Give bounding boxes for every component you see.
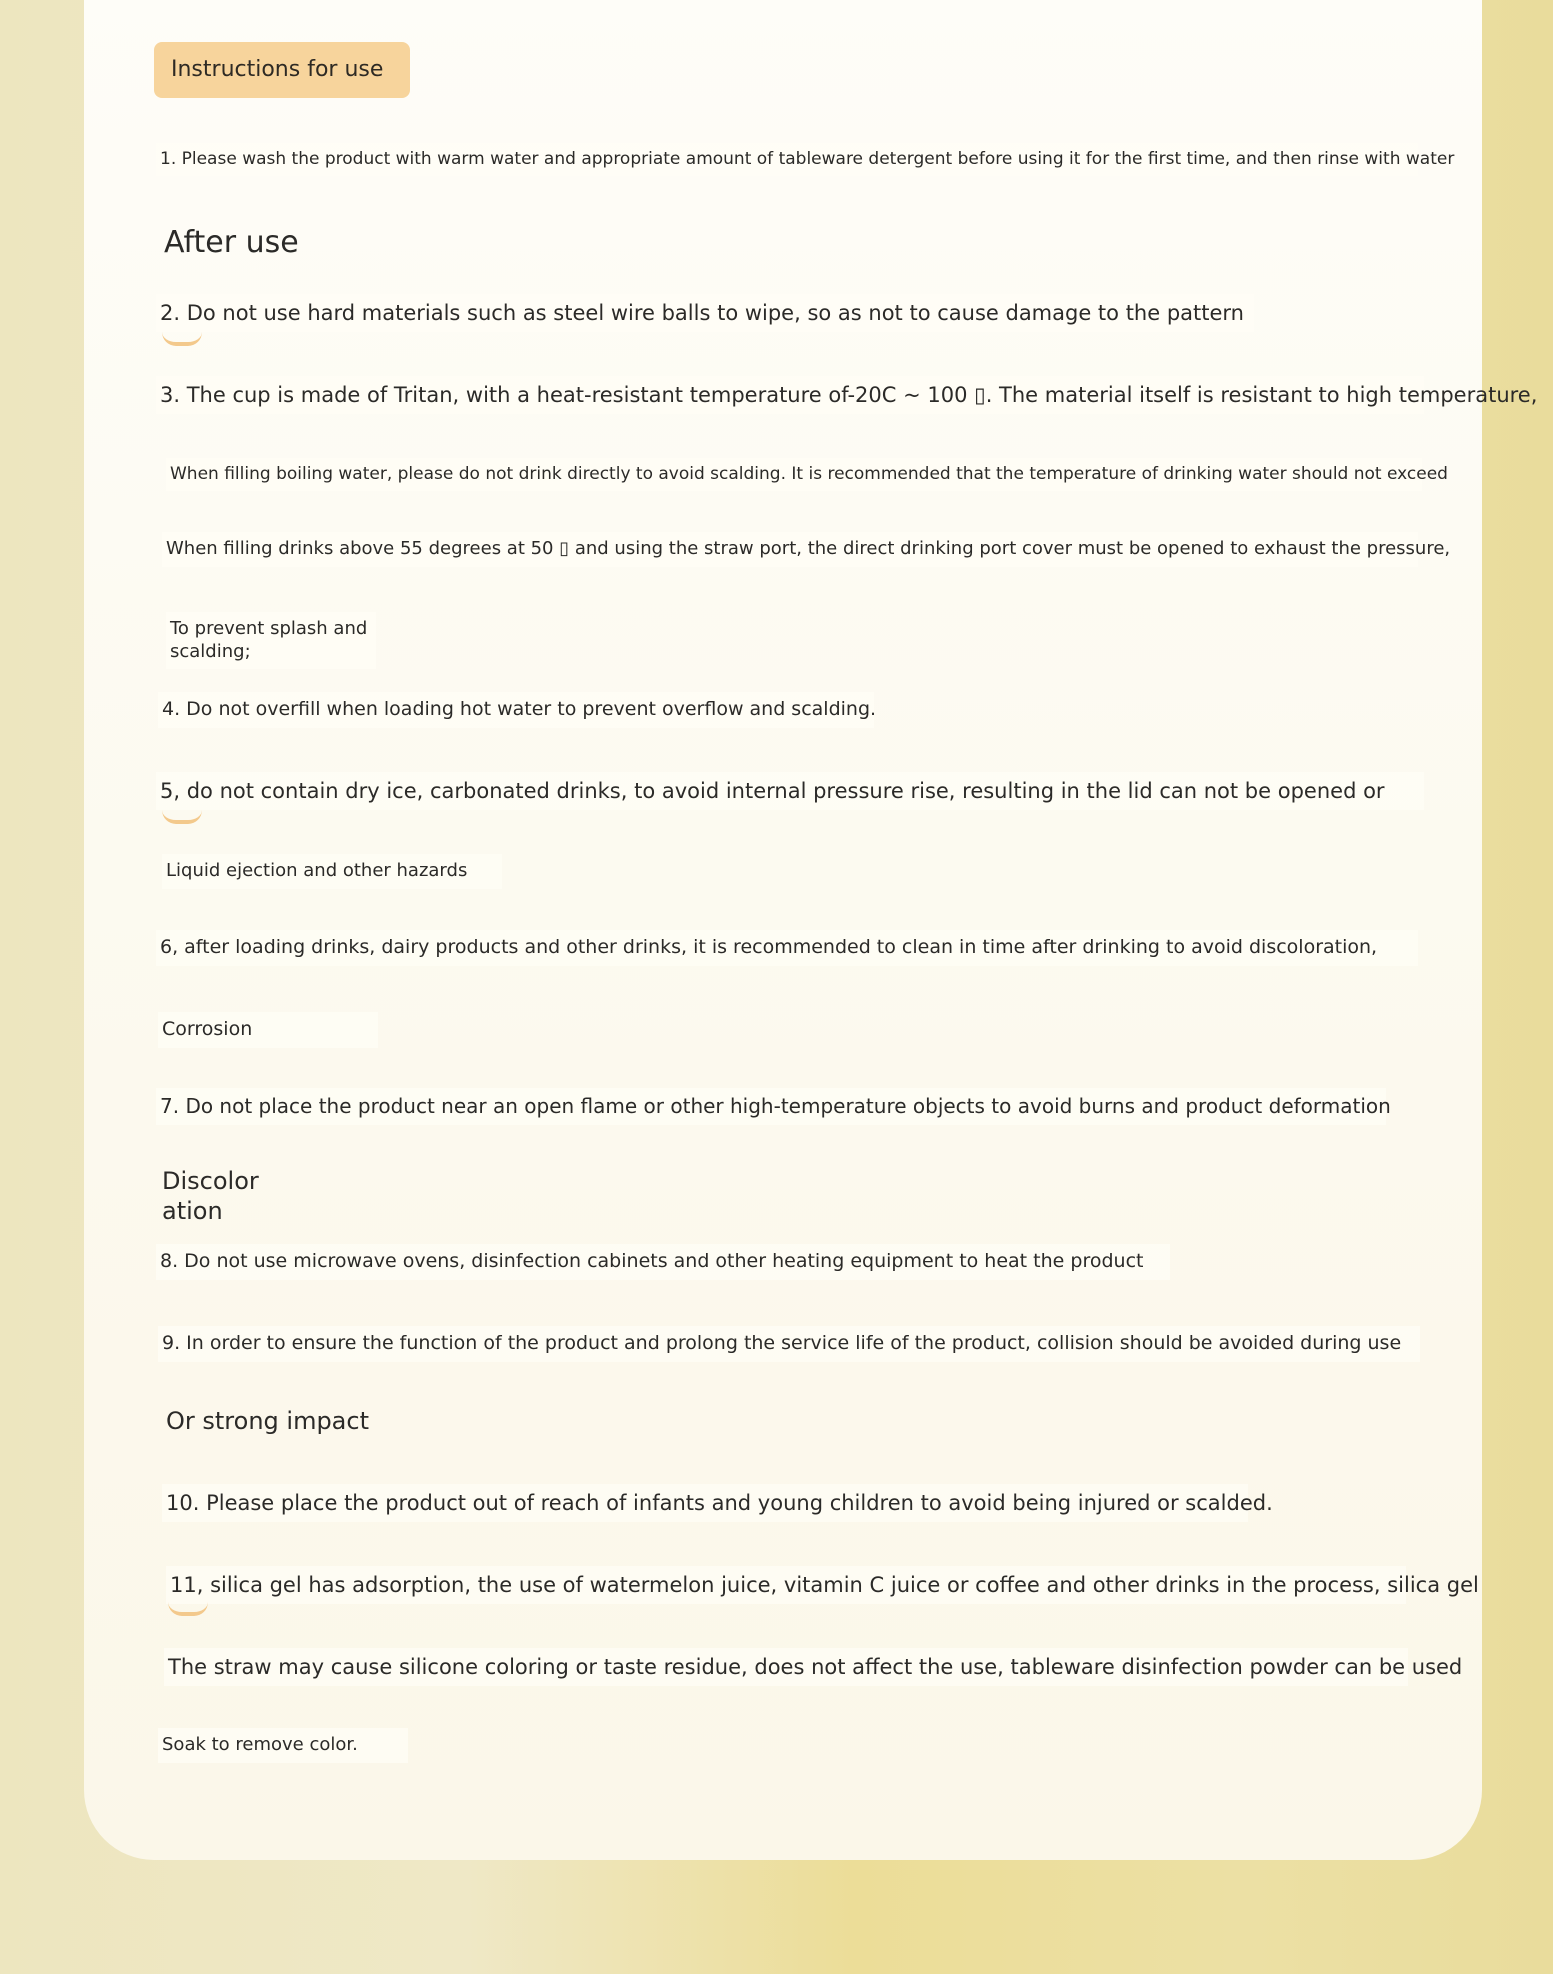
instruction-line-11: 11, silica gel has adsorption, the use of watermelon juice, vitamin C juice or coffee and other drinks in the process, silica gel <box>166 1566 1406 1604</box>
instruction-line-3: 3. The cup is made of Tritan, with a heat-resistant temperature of-20C ~ 100 ▯. The material itself is resistant to high temperature, <box>156 376 1424 414</box>
instruction-line-5b: Liquid ejection and other hazards <box>162 854 502 889</box>
instruction-line-3c: When filling drinks above 55 degrees at 50 ▯ and using the straw port, the direct drinking port cover must be opened to exhaust the pressure, <box>162 532 1418 567</box>
instruction-line-11c: Soak to remove color. <box>158 1728 408 1763</box>
instruction-line-3b: When filling boiling water, please do not drink directly to avoid scalding. It is recommended that the temperature of drinking water should not exceed <box>166 458 1422 491</box>
instruction-line-9b: Or strong impact <box>166 1407 369 1435</box>
instruction-line-7b: Discolor ation <box>162 1167 259 1225</box>
instruction-line-6: 6, after loading drinks, dairy products and other drinks, it is recommended to clean in time after drinking to avoid discoloration, <box>156 930 1418 966</box>
instruction-line-4: 4. Do not overfill when loading hot water to prevent overflow and scalding. <box>158 692 874 728</box>
instruction-line-10: 10. Please place the product out of reach of infants and young children to avoid being injured or scalded. <box>162 1484 1248 1522</box>
instruction-line-8: 8. Do not use microwave ovens, disinfection cabinets and other heating equipment to heat the product <box>156 1244 1170 1280</box>
section-heading-after-use: After use <box>164 225 299 260</box>
instructions-header-badge: Instructions for use <box>154 42 410 98</box>
instruction-line-2: 2. Do not use hard materials such as steel wire balls to wipe, so as not to cause damage to the pattern <box>156 294 1254 332</box>
instruction-line-5: 5, do not contain dry ice, carbonated drinks, to avoid internal pressure rise, resulting in the lid can not be opened or <box>156 772 1424 810</box>
instruction-line-1: 1. Please wash the product with warm water and appropriate amount of tableware detergent before using it for the first time, and then rinse with water <box>156 143 1418 176</box>
instruction-line-6b: Corrosion <box>158 1012 378 1048</box>
instruction-line-9: 9. In order to ensure the function of the product and prolong the service life of the product, collision should be avoided during use <box>158 1326 1420 1362</box>
instruction-line-7: 7. Do not place the product near an open flame or other high-temperature objects to avoid burns and product deformation <box>156 1088 1386 1125</box>
instruction-line-3d: To prevent splash and scalding; <box>166 612 376 669</box>
instruction-line-11b: The straw may cause silicone coloring or taste residue, does not affect the use, tableware disinfection powder can be used <box>164 1648 1408 1686</box>
